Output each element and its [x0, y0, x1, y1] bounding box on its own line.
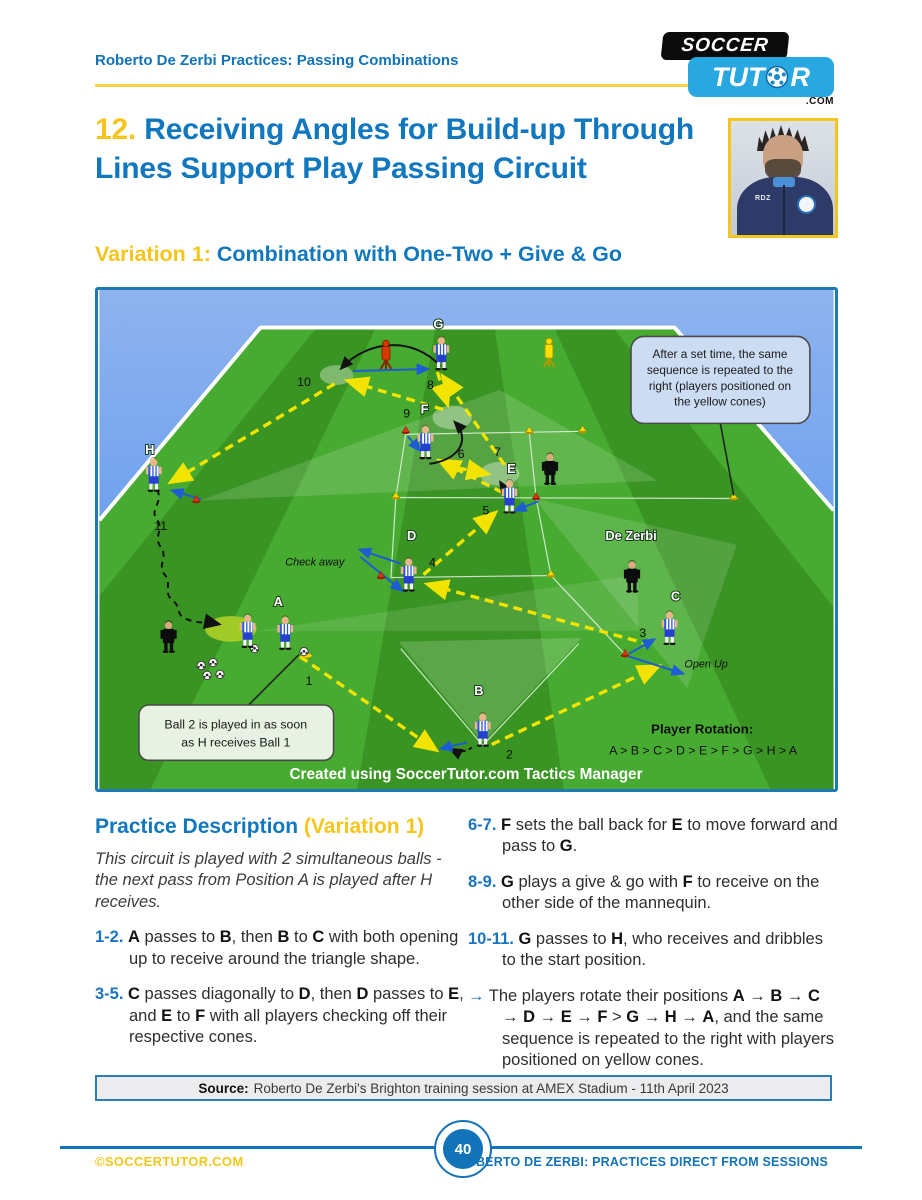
logo-r: R — [790, 61, 810, 92]
svg-text:Ball 2 is played in as soon: Ball 2 is played in as soon — [164, 717, 308, 732]
variation-text: Combination with One-Two + Give & Go — [210, 242, 622, 266]
photo-jacket-initials: RDZ — [755, 195, 771, 202]
practice-step: 6-7. F sets the ball back for E to move forward and pass to G. — [468, 816, 838, 856]
club-badge-icon — [797, 195, 816, 214]
de-zerbi-label: De Zerbi — [605, 527, 657, 543]
practice-intro: This circuit is played with 2 simultaneous balls - the next pass from Position A is played after H receives. — [95, 850, 442, 911]
open-up-label: Open Up — [684, 658, 728, 671]
svg-text:8: 8 — [426, 377, 434, 392]
svg-text:D: D — [407, 527, 417, 543]
practice-description-left-column — [95, 815, 467, 1049]
practice-step: 1-2. A passes to B, then B to C with both opening up to receive around the triangle shape. — [95, 928, 459, 968]
page-number-badge — [434, 1120, 492, 1178]
svg-text:6: 6 — [457, 446, 465, 461]
ball — [216, 670, 224, 678]
soccer-ball-icon — [765, 65, 789, 89]
breadcrumb: Roberto De Zerbi Practices: Passing Combinations — [95, 52, 459, 69]
practice-title-text: Receiving Angles for Build-up Through Lines Support Play Passing Circuit — [95, 113, 695, 185]
ball — [203, 671, 211, 679]
svg-text:9: 9 — [403, 406, 411, 421]
logo-tutor-text — [688, 57, 834, 97]
practice-number: 12. — [95, 113, 137, 146]
svg-text:After a set time, the same: After a set time, the same — [652, 347, 788, 362]
logo-soccer-text: SOCCER — [661, 32, 790, 60]
svg-text:H: H — [145, 442, 155, 458]
page-title — [95, 110, 735, 188]
svg-text:7: 7 — [494, 445, 502, 460]
svg-text:5: 5 — [482, 503, 490, 518]
arrow-bullet-icon: → — [468, 986, 485, 1005]
svg-text:F: F — [420, 401, 429, 417]
header-divider — [95, 84, 691, 87]
footer-book-title: ROBERTO DE ZERBI: PRACTICES DIRECT FROM SESSIONS — [456, 1155, 828, 1169]
page-number: 40 — [443, 1129, 483, 1169]
ball — [197, 661, 205, 669]
rotation-label: Player Rotation: — [651, 721, 754, 737]
coach-photo — [728, 118, 838, 238]
source-bar — [95, 1075, 832, 1101]
practice-rotation-note: → The players rotate their positions A → B → C → D → E → F > G → H → A, and the same sequence is repeated to the right with players positioned on yellow cones. — [468, 986, 835, 1069]
svg-text:as H receives Ball 1: as H receives Ball 1 — [181, 735, 291, 750]
photo-zip — [783, 185, 785, 235]
svg-text:C: C — [670, 588, 681, 604]
svg-text:the yellow cones): the yellow cones) — [674, 394, 766, 409]
svg-text:4: 4 — [428, 555, 436, 570]
practice-step: 10-11. G passes to H, who receives and dribbles to the start position. — [468, 929, 823, 970]
watermark: Created using SoccerTutor.com Tactics Manager — [289, 766, 643, 784]
source-label: Source: — [198, 1080, 249, 1096]
practice-step: 3-5. C passes diagonally to D, then D passes to E, and E to F with all players checking off their respective cones. — [95, 985, 464, 1047]
source-text: Roberto De Zerbi's Brighton training session at AMEX Stadium - 11th April 2023 — [253, 1080, 729, 1096]
practice-description-right-column — [468, 815, 840, 1071]
svg-text:3: 3 — [639, 625, 647, 640]
svg-text:right (players positioned on: right (players positioned on — [648, 378, 792, 393]
svg-text:E: E — [507, 460, 516, 476]
svg-text:1: 1 — [305, 674, 313, 689]
logo-com: .COM — [805, 96, 834, 107]
soccertutor-logo — [660, 30, 834, 107]
rotation-sequence: A > B > C > D > E > F > G > H > A — [609, 743, 798, 758]
svg-text:2: 2 — [506, 747, 513, 762]
svg-text:B: B — [474, 683, 484, 699]
pitch-illustration — [98, 290, 835, 789]
footer-site: ©SOCCERTUTOR.COM — [95, 1154, 244, 1169]
variation-label: Variation 1: — [95, 242, 211, 266]
variation-subtitle — [95, 242, 795, 267]
tactics-diagram — [95, 287, 838, 792]
svg-text:sequence is repeated to the: sequence is repeated to the — [646, 362, 794, 377]
receive-zone-highlight — [320, 365, 354, 385]
svg-text:10: 10 — [297, 374, 311, 389]
ball — [300, 648, 308, 656]
svg-text:A: A — [273, 594, 283, 610]
practice-step: 8-9. G plays a give & go with F to receive on the other side of the mannequin. — [468, 872, 820, 913]
logo-tut: TUT — [712, 61, 765, 92]
svg-text:G: G — [433, 316, 444, 332]
svg-text:11: 11 — [154, 519, 168, 534]
practice-description-heading: Practice Description (Variation 1) — [95, 815, 425, 838]
ball — [209, 658, 217, 666]
check-away-label: Check away — [285, 556, 345, 569]
